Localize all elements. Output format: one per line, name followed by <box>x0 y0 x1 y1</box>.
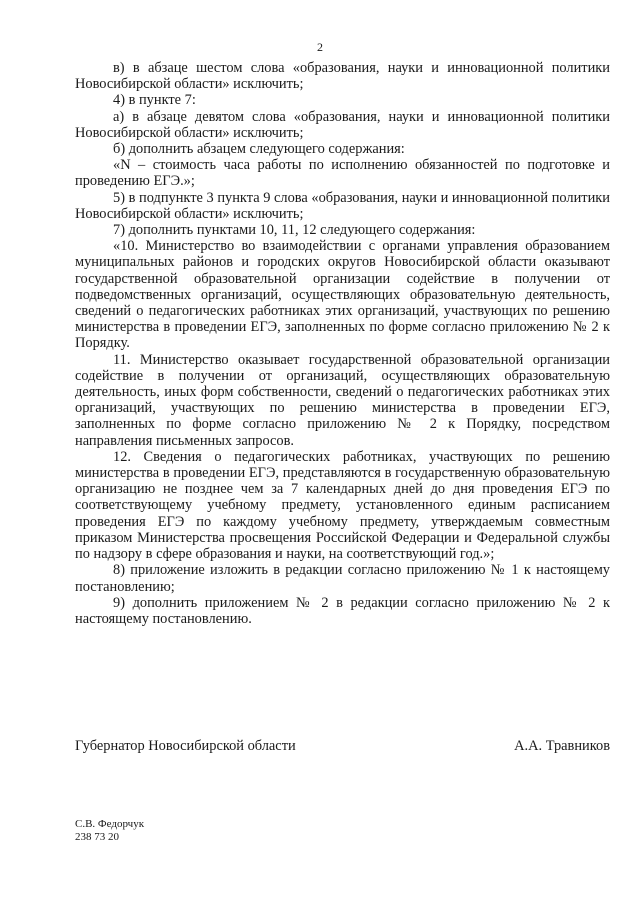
paragraph-item-5: 5) в подпункте 3 пункта 9 слова «образования, науки и инновационной политики Новосибирской области» исключить; <box>75 189 610 222</box>
signatory-name: А.А. Травников <box>514 738 610 754</box>
signatory-position: Губернатор Новосибирской области <box>75 738 296 754</box>
page-number: 2 <box>317 40 323 54</box>
signature-block <box>75 738 610 754</box>
paragraph-item-7: 7) дополнить пунктами 10, 11, 12 следующего содержания: <box>113 222 476 239</box>
paragraph-point-11: 11. Министерство оказывает государственной образовательной организации содействие в получении от организаций, осуществляющих образовательную деятельность, иных форм собственности, сведений о педагогических работниках этих организаций, участвующих по решению министерства в проведении ЕГЭ, заполненных по форме согласно приложению № 2 к Порядку, посредством направления письменных запросов. <box>75 351 610 449</box>
paragraph-3v: в) в абзаце шестом слова «образования, науки и инновационной политики Новосибирской области» исключить; <box>75 60 610 93</box>
document-body <box>75 60 610 627</box>
paragraph-n-definition: «N – стоимость часа работы по исполнению обязанностей по подготовке и проведению ЕГЭ.»; <box>75 157 610 190</box>
paragraph-item-4: 4) в пункте 7: <box>113 92 196 109</box>
paragraph-point-12: 12. Сведения о педагогических работниках, участвующих по решению министерства в проведении ЕГЭ, представляются в государственную образовательную организацию не позднее чем за 7 календарных дней до дня проведения ЕГЭ по соответствующему учебному предмету, установленного единым расписанием проведения ЕГЭ по каждому учебному предмету, утверждаемым совместным приказом Министерства просвещения Российской Федерации и Федеральной службы по надзору в сфере образования и науки, на соответствующий год.»; <box>75 448 610 563</box>
paragraph-item-8: 8) приложение изложить в редакции согласно приложению № 1 к настоящему постановлению; <box>75 562 610 595</box>
paragraph-item-9: 9) дополнить приложением № 2 в редакции согласно приложению № 2 к настоящему постановлению. <box>75 594 610 627</box>
paragraph-4a: а) в абзаце девятом слова «образования, науки и инновационной политики Новосибирской области» исключить; <box>75 108 610 141</box>
paragraph-point-10: «10. Министерство во взаимодействии с органами управления образованием муниципальных районов и городских округов Новосибирской области оказывают государственной образовательной организации содействие в получении от подведомственных организаций, осуществляющих образовательную деятельность, сведений о педагогических работниках этих организаций, участвующих по решению министерства в проведении ЕГЭ, заполненных по форме согласно приложению № 2 к Порядку. <box>75 238 610 352</box>
executor-block <box>75 818 144 844</box>
executor-phone: 238 73 20 <box>75 831 119 843</box>
executor-name: С.В. Федорчук <box>75 818 145 830</box>
paragraph-4b: б) дополнить абзацем следующего содержания: <box>113 141 405 158</box>
